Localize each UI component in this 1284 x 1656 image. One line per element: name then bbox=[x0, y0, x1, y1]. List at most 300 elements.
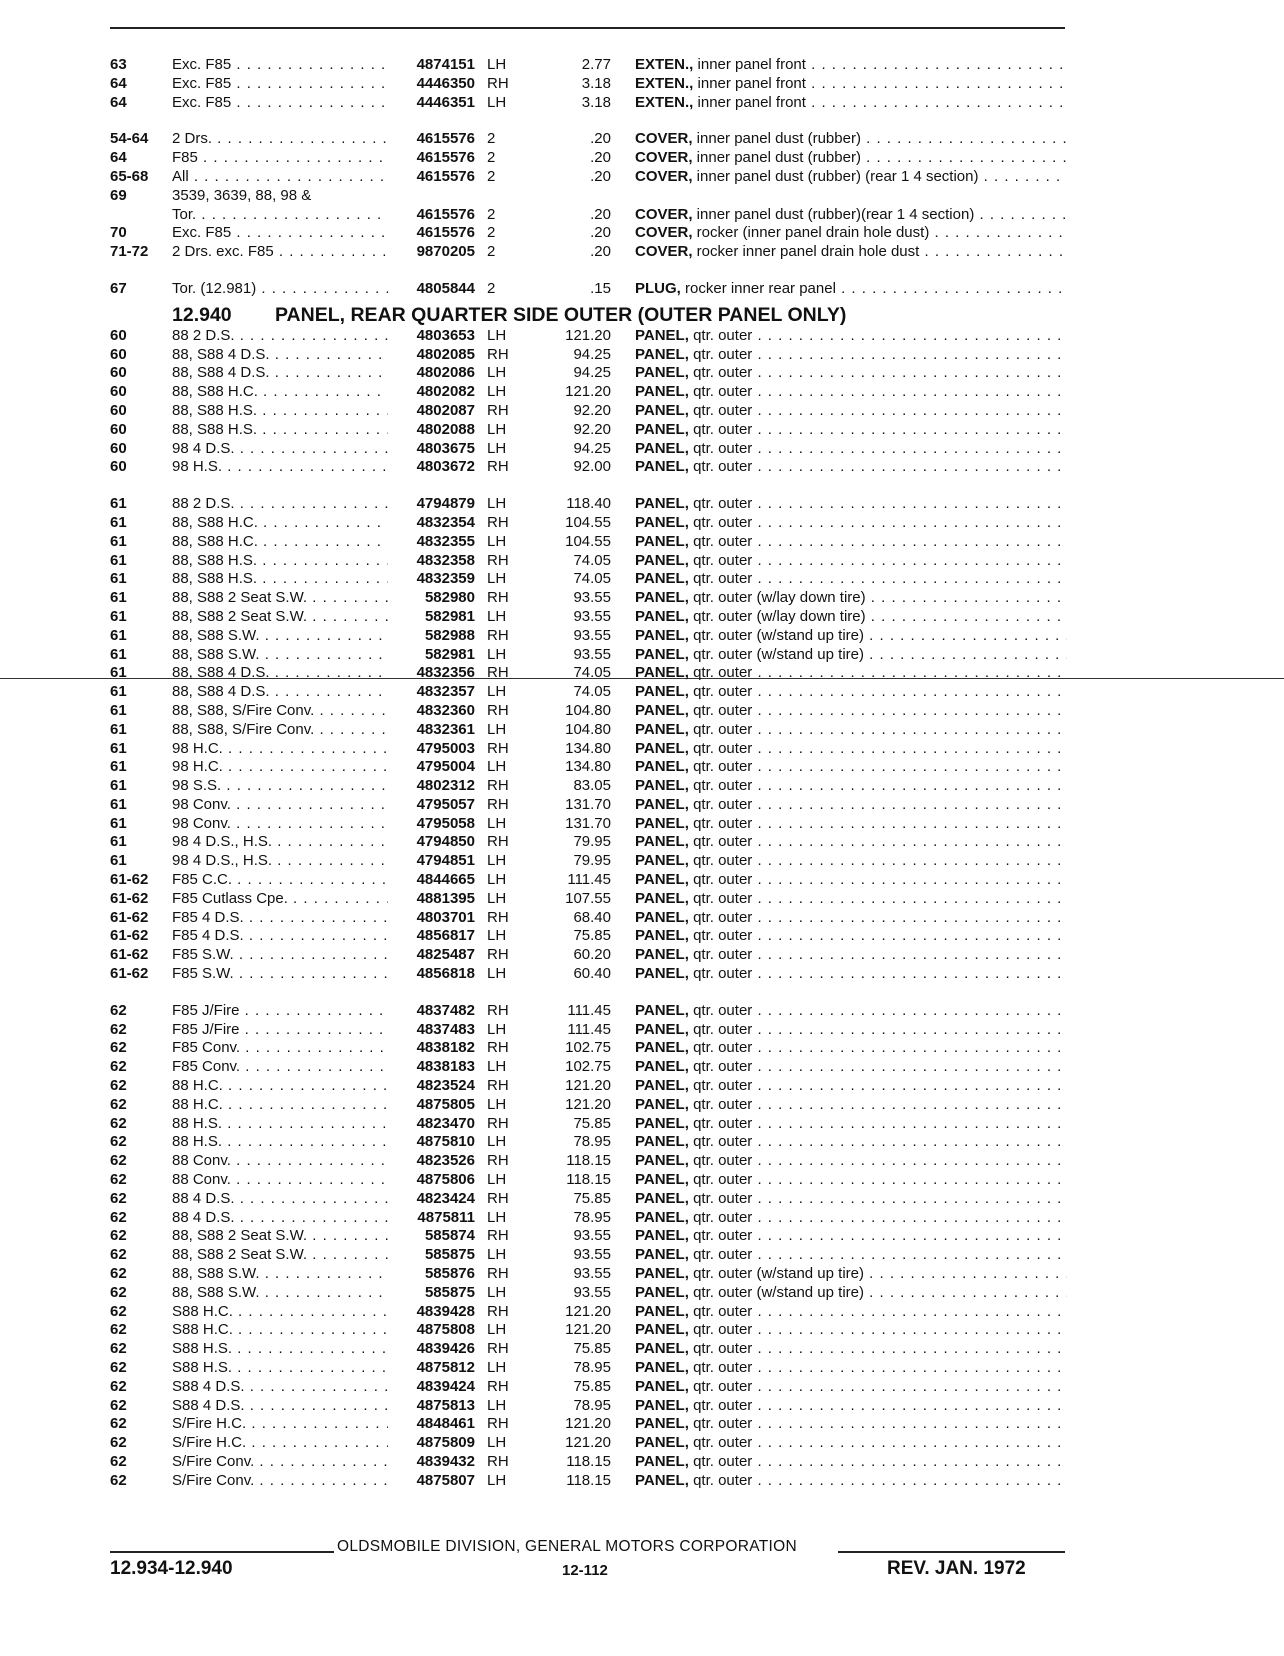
side-qty-cell: LH bbox=[487, 1133, 507, 1151]
description-keyword: PANEL, bbox=[635, 871, 689, 889]
year-cell: 61 bbox=[110, 833, 127, 851]
description-keyword: PANEL, bbox=[635, 401, 689, 419]
year-cell: 62 bbox=[110, 1377, 127, 1395]
description-keyword: PANEL, bbox=[635, 626, 689, 644]
description-text: qtr. outer bbox=[688, 1340, 753, 1358]
description-text: qtr. outer bbox=[688, 1133, 753, 1151]
price-cell: 94.25 bbox=[573, 439, 611, 457]
model-cell: 88, S88 4 D.S. . . . bbox=[172, 664, 388, 683]
side-qty-cell: LH bbox=[487, 1171, 507, 1189]
description-text: inner panel dust (rubber) bbox=[692, 130, 861, 148]
description-cell bbox=[635, 533, 1067, 552]
footer-division: OLDSMOBILE DIVISION, GENERAL MOTORS CORPORATION bbox=[337, 1538, 797, 1555]
model-cell: S/Fire Conv. . . . bbox=[172, 1472, 388, 1491]
description-keyword: PANEL, bbox=[635, 1321, 689, 1339]
part-number-cell: 4875809 bbox=[416, 1434, 475, 1452]
model-cell: 88, S88 S.W. . . . bbox=[172, 1284, 388, 1303]
table-row bbox=[0, 346, 1284, 365]
table-row bbox=[0, 702, 1284, 721]
part-number-cell: 4838183 bbox=[416, 1058, 475, 1076]
description-cell bbox=[635, 440, 1067, 459]
part-number-cell: 4839426 bbox=[416, 1340, 475, 1358]
description-keyword: PANEL, bbox=[635, 1189, 689, 1207]
year-cell: 61 bbox=[110, 683, 127, 701]
price-cell: 102.75 bbox=[565, 1039, 611, 1057]
table-row bbox=[0, 243, 1284, 262]
description-text: qtr. outer bbox=[688, 871, 753, 889]
year-cell: 61-62 bbox=[110, 927, 149, 945]
price-cell: 121.20 bbox=[565, 1077, 611, 1095]
description-cell bbox=[635, 1453, 1067, 1472]
price-cell: 93.55 bbox=[573, 607, 611, 625]
year-cell: 61 bbox=[110, 626, 127, 644]
price-cell: 118.15 bbox=[566, 1152, 611, 1170]
description-cell bbox=[635, 1246, 1067, 1265]
year-cell: 62 bbox=[110, 1114, 127, 1132]
description-cell bbox=[635, 646, 1067, 665]
side-qty-cell: RH bbox=[487, 513, 509, 531]
part-number-cell: 4802087 bbox=[416, 401, 475, 419]
table-row bbox=[0, 1453, 1284, 1472]
side-qty-cell: RH bbox=[487, 1077, 509, 1095]
model-cell: 88, S88 4 D.S. . . . bbox=[172, 683, 388, 702]
model-cell: 98 H.C. . . . bbox=[172, 740, 388, 759]
side-qty-cell: RH bbox=[487, 1377, 509, 1395]
description-cell bbox=[635, 909, 1067, 928]
quarter-panel-list bbox=[0, 327, 1284, 1491]
side-qty-cell: RH bbox=[487, 1265, 509, 1283]
description-keyword: PANEL, bbox=[635, 1095, 689, 1113]
description-text: inner panel front bbox=[693, 74, 806, 92]
side-qty-cell: LH bbox=[487, 871, 507, 889]
year-cell: 67 bbox=[110, 279, 127, 297]
description-cell bbox=[635, 1472, 1067, 1491]
year-cell: 61-62 bbox=[110, 908, 149, 926]
part-number-cell: 4832355 bbox=[416, 532, 475, 550]
description-cell bbox=[635, 1171, 1067, 1190]
description-cell bbox=[635, 243, 1067, 262]
price-cell: 104.80 bbox=[565, 701, 611, 719]
side-qty-cell: LH bbox=[487, 570, 507, 588]
description-keyword: PANEL, bbox=[635, 1171, 689, 1189]
description-text: qtr. outer (w/stand up tire) bbox=[688, 626, 864, 644]
model-cell: Exc. F85 . . . bbox=[172, 94, 388, 113]
description-text: qtr. outer bbox=[688, 965, 753, 983]
table-row bbox=[0, 664, 1284, 683]
model-cell: 88, S88 S.W. . . . bbox=[172, 1265, 388, 1284]
model-cell: S88 H.C. . . . bbox=[172, 1303, 388, 1322]
table-row bbox=[0, 187, 1284, 206]
description-cell bbox=[635, 664, 1067, 683]
top-rule bbox=[110, 27, 1065, 29]
price-cell: 60.40 bbox=[573, 965, 611, 983]
price-cell: 104.80 bbox=[565, 720, 611, 738]
model-cell: 88, S88 2 Seat S.W. . . . bbox=[172, 589, 388, 608]
description-cell bbox=[635, 627, 1067, 646]
model-cell: 3539, 3639, 88, 98 & bbox=[172, 186, 312, 204]
footer-section-range: 12.934-12.940 bbox=[110, 1558, 233, 1579]
side-qty-cell: LH bbox=[487, 532, 507, 550]
price-cell: 121.20 bbox=[565, 1302, 611, 1320]
price-cell: 121.20 bbox=[565, 1321, 611, 1339]
description-cell bbox=[635, 815, 1067, 834]
model-cell: S88 H.S. . . . bbox=[172, 1340, 388, 1359]
model-cell: 88 H.C. . . . bbox=[172, 1096, 388, 1115]
description-keyword: PANEL, bbox=[635, 833, 689, 851]
model-cell: 88, S88 2 Seat S.W. . . . bbox=[172, 1227, 388, 1246]
model-cell: 2 Drs. exc. F85 . . . bbox=[172, 243, 388, 262]
price-cell: 74.05 bbox=[573, 664, 611, 682]
price-cell: 118.15 bbox=[566, 1171, 611, 1189]
price-cell: .20 bbox=[590, 205, 611, 223]
description-cell bbox=[635, 1209, 1067, 1228]
description-keyword: PANEL, bbox=[635, 777, 689, 795]
description-cell bbox=[635, 1340, 1067, 1359]
price-cell: 75.85 bbox=[573, 1340, 611, 1358]
table-row bbox=[0, 1434, 1284, 1453]
side-qty-cell: RH bbox=[487, 1340, 509, 1358]
year-cell: 62 bbox=[110, 1171, 127, 1189]
year-cell: 60 bbox=[110, 345, 127, 363]
part-number-cell: 4823424 bbox=[416, 1189, 475, 1207]
model-cell: F85 J/Fire . . . bbox=[172, 1002, 388, 1021]
description-keyword: COVER, bbox=[635, 167, 693, 185]
description-text: qtr. outer bbox=[688, 1377, 753, 1395]
description-cell bbox=[635, 1359, 1067, 1378]
model-cell: F85 S.W. . . . bbox=[172, 965, 388, 984]
description-cell bbox=[635, 402, 1067, 421]
description-keyword: PANEL, bbox=[635, 720, 689, 738]
year-cell: 62 bbox=[110, 1434, 127, 1452]
table-row bbox=[0, 1397, 1284, 1416]
price-cell: 104.55 bbox=[565, 513, 611, 531]
description-keyword: PANEL, bbox=[635, 889, 689, 907]
description-cell bbox=[635, 1096, 1067, 1115]
year-cell: 62 bbox=[110, 1077, 127, 1095]
price-cell: 107.55 bbox=[565, 889, 611, 907]
price-cell: 134.80 bbox=[565, 758, 611, 776]
model-cell: 88 4 D.S. . . . bbox=[172, 1209, 388, 1228]
table-row bbox=[0, 383, 1284, 402]
model-cell: 88 Conv. . . . bbox=[172, 1152, 388, 1171]
table-row bbox=[0, 533, 1284, 552]
side-qty-cell: RH bbox=[487, 701, 509, 719]
side-qty-cell: LH bbox=[487, 1095, 507, 1113]
table-row bbox=[0, 1152, 1284, 1171]
side-qty-cell: 2 bbox=[487, 205, 496, 223]
description-cell bbox=[635, 206, 1067, 225]
side-qty-cell: LH bbox=[487, 607, 507, 625]
part-number-cell: 4837483 bbox=[416, 1020, 475, 1038]
part-number-cell: 4795004 bbox=[416, 758, 475, 776]
description-text: qtr. outer bbox=[688, 458, 753, 476]
year-cell: 61-62 bbox=[110, 946, 149, 964]
part-number-cell: 4844665 bbox=[416, 871, 475, 889]
side-qty-cell: 2 bbox=[487, 243, 496, 261]
description-text: qtr. outer bbox=[688, 720, 753, 738]
year-cell: 61 bbox=[110, 589, 127, 607]
price-cell: 75.85 bbox=[573, 1189, 611, 1207]
description-keyword: PANEL, bbox=[635, 683, 689, 701]
part-number-cell: 4839424 bbox=[416, 1377, 475, 1395]
model-cell: 88, S88 4 D.S. . . . bbox=[172, 346, 388, 365]
description-text: qtr. outer (w/lay down tire) bbox=[688, 589, 866, 607]
description-cell bbox=[635, 364, 1067, 383]
description-cell bbox=[635, 495, 1067, 514]
model-cell: S/Fire H.C. . . . bbox=[172, 1415, 388, 1434]
price-cell: 83.05 bbox=[573, 777, 611, 795]
side-qty-cell: LH bbox=[487, 889, 507, 907]
year-cell: 61 bbox=[110, 739, 127, 757]
description-keyword: PANEL, bbox=[635, 383, 689, 401]
description-cell bbox=[635, 702, 1067, 721]
side-qty-cell: RH bbox=[487, 458, 509, 476]
description-keyword: PANEL, bbox=[635, 458, 689, 476]
year-cell: 60 bbox=[110, 439, 127, 457]
year-cell: 61 bbox=[110, 777, 127, 795]
model-cell: 88 2 D.S. . . . bbox=[172, 327, 388, 346]
side-qty-cell: LH bbox=[487, 852, 507, 870]
table-row bbox=[0, 608, 1284, 627]
table-row bbox=[0, 871, 1284, 890]
year-cell: 61 bbox=[110, 570, 127, 588]
description-text: qtr. outer bbox=[688, 946, 753, 964]
description-keyword: PLUG, bbox=[635, 279, 681, 297]
description-keyword: PANEL, bbox=[635, 739, 689, 757]
table-row bbox=[0, 909, 1284, 928]
description-text: qtr. outer bbox=[688, 1227, 753, 1245]
side-qty-cell: LH bbox=[487, 495, 507, 513]
description-keyword: PANEL, bbox=[635, 326, 689, 344]
year-cell: 60 bbox=[110, 401, 127, 419]
model-cell: 88, S88 H.C. . . . bbox=[172, 533, 388, 552]
model-cell: 88 H.C. . . . bbox=[172, 1077, 388, 1096]
year-cell: 60 bbox=[110, 326, 127, 344]
year-cell: 60 bbox=[110, 458, 127, 476]
model-cell: 88, S88 2 Seat S.W. . . . bbox=[172, 1246, 388, 1265]
model-cell: 88, S88 H.S. . . . bbox=[172, 552, 388, 571]
side-qty-cell: 2 bbox=[487, 224, 496, 242]
year-cell: 62 bbox=[110, 1265, 127, 1283]
description-keyword: PANEL, bbox=[635, 814, 689, 832]
description-text: qtr. outer bbox=[688, 439, 753, 457]
year-cell: 61-62 bbox=[110, 871, 149, 889]
table-row bbox=[0, 570, 1284, 589]
price-cell: 68.40 bbox=[573, 908, 611, 926]
description-cell bbox=[635, 871, 1067, 890]
description-text: qtr. outer bbox=[688, 551, 753, 569]
model-cell: Tor. (12.981) . . . bbox=[172, 280, 388, 299]
description-cell bbox=[635, 1265, 1067, 1284]
price-cell: 94.25 bbox=[573, 364, 611, 382]
description-cell bbox=[635, 327, 1067, 346]
part-number-cell: 4615576 bbox=[416, 149, 475, 167]
table-row bbox=[0, 965, 1284, 984]
part-number-cell: 4837482 bbox=[416, 1001, 475, 1019]
table-row bbox=[0, 777, 1284, 796]
model-cell: S88 H.C. . . . bbox=[172, 1321, 388, 1340]
description-text: qtr. outer bbox=[688, 420, 753, 438]
description-keyword: PANEL, bbox=[635, 758, 689, 776]
description-keyword: PANEL, bbox=[635, 420, 689, 438]
table-row bbox=[0, 927, 1284, 946]
description-text: qtr. outer bbox=[688, 1208, 753, 1226]
table-row bbox=[0, 721, 1284, 740]
description-keyword: PANEL, bbox=[635, 1302, 689, 1320]
model-cell: 88, S88, S/Fire Conv. . . . bbox=[172, 721, 388, 740]
table-row bbox=[0, 1190, 1284, 1209]
part-number-cell: 4823470 bbox=[416, 1114, 475, 1132]
description-keyword: PANEL, bbox=[635, 1265, 689, 1283]
model-cell: 88 Conv. . . . bbox=[172, 1171, 388, 1190]
table-row bbox=[0, 1171, 1284, 1190]
description-text: qtr. outer bbox=[688, 1171, 753, 1189]
price-cell: .20 bbox=[590, 130, 611, 148]
model-cell: 88, S88 H.S. . . . bbox=[172, 421, 388, 440]
part-number-cell: 4875812 bbox=[416, 1359, 475, 1376]
price-cell: 92.20 bbox=[573, 420, 611, 438]
model-cell: S/Fire H.C. . . . bbox=[172, 1434, 388, 1453]
price-cell: 121.20 bbox=[565, 1415, 611, 1433]
table-row bbox=[0, 815, 1284, 834]
description-text: qtr. outer bbox=[688, 1396, 753, 1414]
year-cell: 61 bbox=[110, 852, 127, 870]
side-qty-cell: LH bbox=[487, 420, 507, 438]
part-number-cell: 4839428 bbox=[416, 1302, 475, 1320]
price-cell: 93.55 bbox=[573, 1227, 611, 1245]
table-row bbox=[0, 168, 1284, 187]
table-row bbox=[0, 740, 1284, 759]
description-keyword: PANEL, bbox=[635, 345, 689, 363]
part-number-cell: 4825487 bbox=[416, 946, 475, 964]
model-cell: 88 H.S. . . . bbox=[172, 1133, 388, 1152]
price-cell: 111.45 bbox=[567, 1020, 611, 1038]
description-cell bbox=[635, 1077, 1067, 1096]
side-qty-cell: LH bbox=[487, 720, 507, 738]
table-row bbox=[0, 149, 1284, 168]
description-keyword: PANEL, bbox=[635, 1001, 689, 1019]
model-cell: 98 H.S. . . . bbox=[172, 458, 388, 477]
price-cell: 74.05 bbox=[573, 551, 611, 569]
description-text: qtr. outer bbox=[688, 1152, 753, 1170]
description-keyword: PANEL, bbox=[635, 1246, 689, 1264]
side-qty-cell: RH bbox=[487, 1452, 509, 1470]
year-cell: 61 bbox=[110, 664, 127, 682]
model-cell: 88, S88 4 D.S. . . . bbox=[172, 364, 388, 383]
price-cell: 74.05 bbox=[573, 570, 611, 588]
description-cell bbox=[635, 796, 1067, 815]
section-title: PANEL, REAR QUARTER SIDE OUTER (OUTER PANEL ONLY) bbox=[275, 303, 847, 326]
side-qty-cell: LH bbox=[487, 1208, 507, 1226]
description-cell bbox=[635, 149, 1067, 168]
side-qty-cell: LH bbox=[487, 1396, 507, 1414]
description-cell bbox=[635, 608, 1067, 627]
price-cell: 3.18 bbox=[581, 74, 611, 92]
model-cell: F85 Conv. . . . bbox=[172, 1058, 388, 1077]
model-cell: 98 4 D.S. . . . bbox=[172, 440, 388, 459]
description-keyword: PANEL, bbox=[635, 701, 689, 719]
price-cell: .20 bbox=[590, 149, 611, 167]
model-cell: S88 4 D.S. . . . bbox=[172, 1378, 388, 1397]
price-cell: 74.05 bbox=[573, 683, 611, 701]
description-cell bbox=[635, 130, 1067, 149]
price-cell: 60.20 bbox=[573, 946, 611, 964]
price-cell: 102.75 bbox=[565, 1058, 611, 1076]
model-cell: 88, S88 H.S. . . . bbox=[172, 402, 388, 421]
description-cell bbox=[635, 383, 1067, 402]
part-number-cell: 4832361 bbox=[416, 720, 475, 738]
model-cell: S88 4 D.S. . . . bbox=[172, 1397, 388, 1416]
description-keyword: PANEL, bbox=[635, 908, 689, 926]
model-cell: F85 Cutlass Cpe. . . . bbox=[172, 890, 388, 909]
model-cell: F85 4 D.S. . . . bbox=[172, 909, 388, 928]
part-number-cell: 4823526 bbox=[416, 1152, 475, 1170]
side-qty-cell: RH bbox=[487, 795, 509, 813]
year-cell: 64 bbox=[110, 149, 127, 167]
part-number-cell: 582981 bbox=[424, 645, 475, 663]
part-number-cell: 4856817 bbox=[416, 927, 475, 945]
description-text: qtr. outer (w/stand up tire) bbox=[688, 645, 864, 663]
year-cell: 60 bbox=[110, 383, 127, 401]
part-number-cell: 4802312 bbox=[416, 777, 475, 795]
description-cell bbox=[635, 1021, 1067, 1040]
side-qty-cell: LH bbox=[487, 965, 507, 983]
table-row bbox=[0, 646, 1284, 665]
description-text: qtr. outer bbox=[688, 739, 753, 757]
footer-page-number: 12-112 bbox=[562, 1562, 608, 1579]
model-cell: 88 H.S. . . . bbox=[172, 1115, 388, 1134]
table-row bbox=[0, 280, 1284, 299]
description-keyword: COVER, bbox=[635, 224, 693, 242]
model-cell: 98 S.S. . . . bbox=[172, 777, 388, 796]
part-number-cell: 4615576 bbox=[416, 224, 475, 242]
year-cell: 61 bbox=[110, 720, 127, 738]
price-cell: 78.95 bbox=[573, 1208, 611, 1226]
price-cell: 92.20 bbox=[573, 401, 611, 419]
year-cell: 61 bbox=[110, 513, 127, 531]
table-row bbox=[0, 75, 1284, 94]
part-number-cell: 582980 bbox=[424, 589, 475, 607]
description-text: qtr. outer (w/lay down tire) bbox=[688, 607, 866, 625]
description-cell bbox=[635, 1378, 1067, 1397]
description-text: qtr. outer bbox=[688, 814, 753, 832]
year-cell: 62 bbox=[110, 1452, 127, 1470]
model-cell: F85 . . . bbox=[172, 149, 388, 168]
description-keyword: PANEL, bbox=[635, 1227, 689, 1245]
price-cell: 118.40 bbox=[566, 495, 611, 513]
table-row bbox=[0, 1227, 1284, 1246]
side-qty-cell: LH bbox=[487, 364, 507, 382]
description-text: qtr. outer bbox=[688, 1114, 753, 1132]
part-number-cell: 4839432 bbox=[416, 1452, 475, 1470]
description-text: qtr. outer bbox=[688, 1058, 753, 1076]
description-text: qtr. outer bbox=[688, 1434, 753, 1452]
table-row bbox=[0, 327, 1284, 346]
price-cell: 75.85 bbox=[573, 1114, 611, 1132]
model-cell: 98 Conv. . . . bbox=[172, 796, 388, 815]
description-keyword: PANEL, bbox=[635, 664, 689, 682]
year-cell: 62 bbox=[110, 1415, 127, 1433]
description-cell bbox=[635, 570, 1067, 589]
price-cell: 75.85 bbox=[573, 1377, 611, 1395]
description-text: qtr. outer bbox=[688, 1001, 753, 1019]
model-cell: 88, S88 H.C. . . . bbox=[172, 514, 388, 533]
table-row bbox=[0, 1472, 1284, 1491]
side-qty-cell: LH bbox=[487, 383, 507, 401]
price-cell: 118.15 bbox=[566, 1452, 611, 1470]
description-cell bbox=[635, 75, 1067, 94]
part-number-cell: 4875807 bbox=[416, 1471, 475, 1489]
